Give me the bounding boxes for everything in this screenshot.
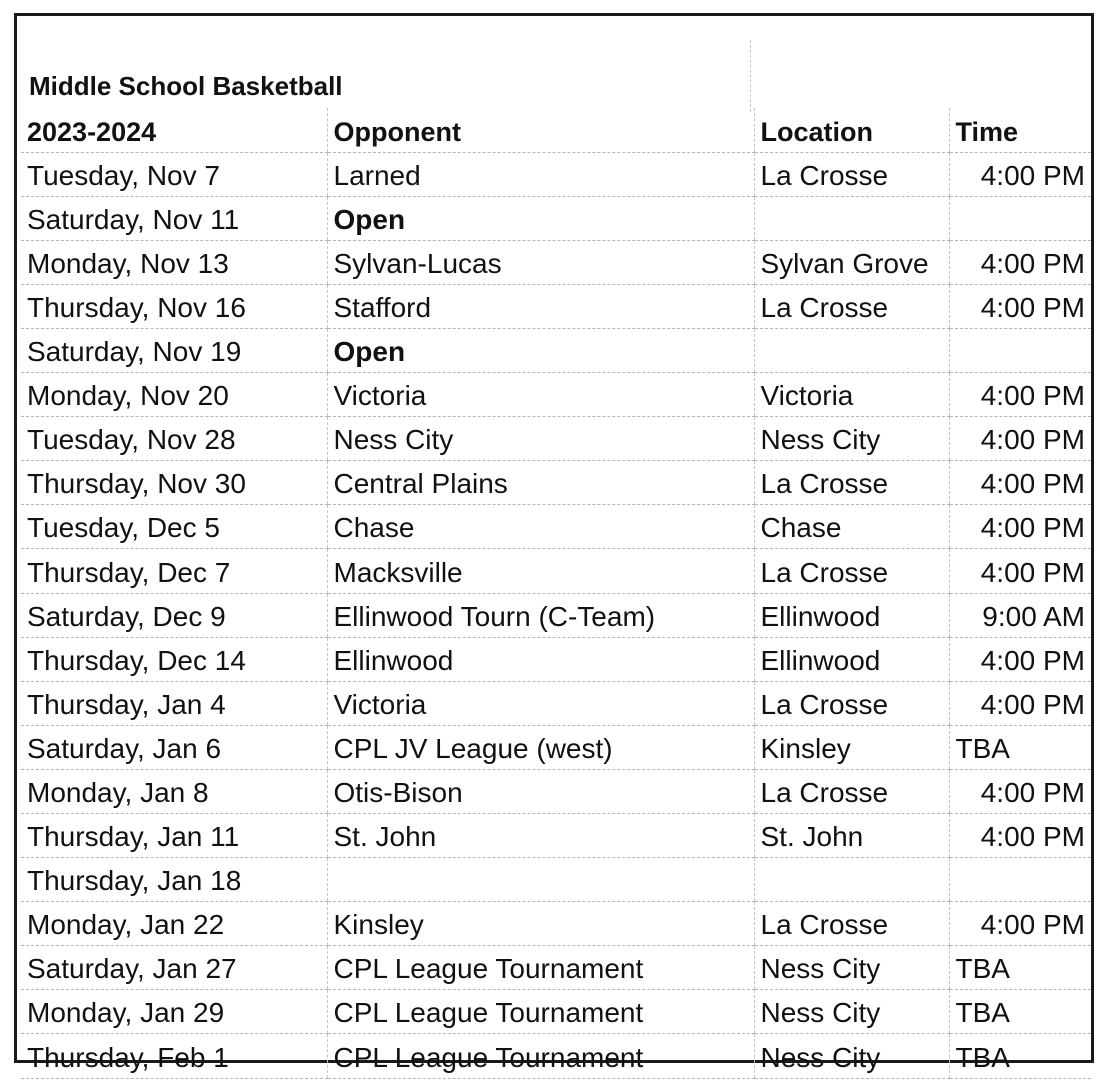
table-row [21,328,1091,372]
opponent-cell: CPL League Tournament [327,990,754,1034]
location-cell: Sylvan Grove [754,240,949,284]
column-divider [750,40,751,112]
table-row [21,1034,1091,1078]
location-cell: La Crosse [754,284,949,328]
date-cell: Monday, Jan 29 [21,990,327,1034]
date-cell: Thursday, Jan 11 [21,814,327,858]
location-cell: Kinsley [754,725,949,769]
date-cell: Monday, Jan 22 [21,902,327,946]
date-cell: Thursday, Jan 4 [21,681,327,725]
opponent-cell: Victoria [327,373,754,417]
table-row [21,284,1091,328]
table-row [21,902,1091,946]
time-cell: 4:00 PM [949,284,1091,328]
location-cell: Ellinwood [754,637,949,681]
table-row [21,637,1091,681]
location-cell: Victoria [754,373,949,417]
date-cell: Thursday, Dec 14 [21,637,327,681]
date-cell: Saturday, Dec 9 [21,593,327,637]
time-cell: 4:00 PM [949,152,1091,196]
time-cell: 4:00 PM [949,549,1091,593]
table-row [21,725,1091,769]
location-cell: La Crosse [754,549,949,593]
time-header: Time [949,108,1091,152]
table-row [21,681,1091,725]
table-row [21,417,1091,461]
time-cell [949,196,1091,240]
date-cell: Saturday, Nov 19 [21,328,327,372]
location-cell [754,858,949,902]
location-cell: Ness City [754,946,949,990]
time-cell: 4:00 PM [949,240,1091,284]
opponent-cell: St. John [327,814,754,858]
time-cell: TBA [949,990,1091,1034]
time-cell: 4:00 PM [949,681,1091,725]
opponent-cell: Open [327,328,754,372]
header-row [21,108,1091,152]
table-row [21,814,1091,858]
opponent-cell: Ellinwood Tourn (C-Team) [327,593,754,637]
opponent-cell: Stafford [327,284,754,328]
time-cell: TBA [949,725,1091,769]
schedule-sheet [14,13,1094,1073]
opponent-cell: Open [327,196,754,240]
table-row [21,461,1091,505]
opponent-cell: Kinsley [327,902,754,946]
opponent-cell: Otis-Bison [327,769,754,813]
opponent-cell: Larned [327,152,754,196]
schedule-table [21,108,1091,1079]
time-cell: 4:00 PM [949,902,1091,946]
opponent-cell [327,858,754,902]
location-cell: La Crosse [754,769,949,813]
table-row [21,769,1091,813]
time-cell: 4:00 PM [949,417,1091,461]
location-cell: La Crosse [754,461,949,505]
date-cell: Tuesday, Dec 5 [21,505,327,549]
date-cell: Saturday, Jan 6 [21,725,327,769]
table-row [21,240,1091,284]
opponent-cell: Victoria [327,681,754,725]
time-cell: 4:00 PM [949,373,1091,417]
opponent-cell: CPL League Tournament [327,1034,754,1078]
location-cell: Ness City [754,990,949,1034]
opponent-cell: Sylvan-Lucas [327,240,754,284]
location-cell: Ellinwood [754,593,949,637]
location-cell [754,196,949,240]
opponent-header: Opponent [327,108,754,152]
time-cell: 4:00 PM [949,505,1091,549]
date-cell: Monday, Jan 8 [21,769,327,813]
time-cell: TBA [949,946,1091,990]
table-row [21,152,1091,196]
time-cell: 4:00 PM [949,769,1091,813]
date-cell: Thursday, Nov 30 [21,461,327,505]
time-cell [949,328,1091,372]
date-cell: Saturday, Nov 11 [21,196,327,240]
time-cell: 9:00 AM [949,593,1091,637]
table-row [21,858,1091,902]
date-cell: Monday, Nov 20 [21,373,327,417]
page-title: Middle School Basketball [29,71,343,101]
location-cell: La Crosse [754,152,949,196]
time-cell [949,858,1091,902]
date-cell: Monday, Nov 13 [21,240,327,284]
opponent-cell: Central Plains [327,461,754,505]
opponent-cell: CPL League Tournament [327,946,754,990]
time-cell: TBA [949,1034,1091,1078]
opponent-cell: CPL JV League (west) [327,725,754,769]
table-row [21,946,1091,990]
location-cell: La Crosse [754,681,949,725]
table-row [21,505,1091,549]
location-cell: Ness City [754,417,949,461]
time-cell: 4:00 PM [949,814,1091,858]
time-cell: 4:00 PM [949,461,1091,505]
table-row [21,549,1091,593]
location-cell [754,328,949,372]
table-row [21,373,1091,417]
date-cell: Thursday, Nov 16 [21,284,327,328]
opponent-cell: Ellinwood [327,637,754,681]
date-cell: Thursday, Jan 18 [21,858,327,902]
date-cell: Thursday, Dec 7 [21,549,327,593]
season-header: 2023-2024 [21,108,327,152]
location-cell: Ness City [754,1034,949,1078]
location-cell: Chase [754,505,949,549]
location-cell: St. John [754,814,949,858]
date-cell: Saturday, Jan 27 [21,946,327,990]
date-cell: Thursday, Feb 1 [21,1034,327,1078]
table-row [21,196,1091,240]
location-cell: La Crosse [754,902,949,946]
opponent-cell: Chase [327,505,754,549]
time-cell: 4:00 PM [949,637,1091,681]
date-cell: Tuesday, Nov 7 [21,152,327,196]
date-cell: Tuesday, Nov 28 [21,417,327,461]
table-row [21,990,1091,1034]
location-header: Location [754,108,949,152]
table-row [21,593,1091,637]
opponent-cell: Ness City [327,417,754,461]
opponent-cell: Macksville [327,549,754,593]
